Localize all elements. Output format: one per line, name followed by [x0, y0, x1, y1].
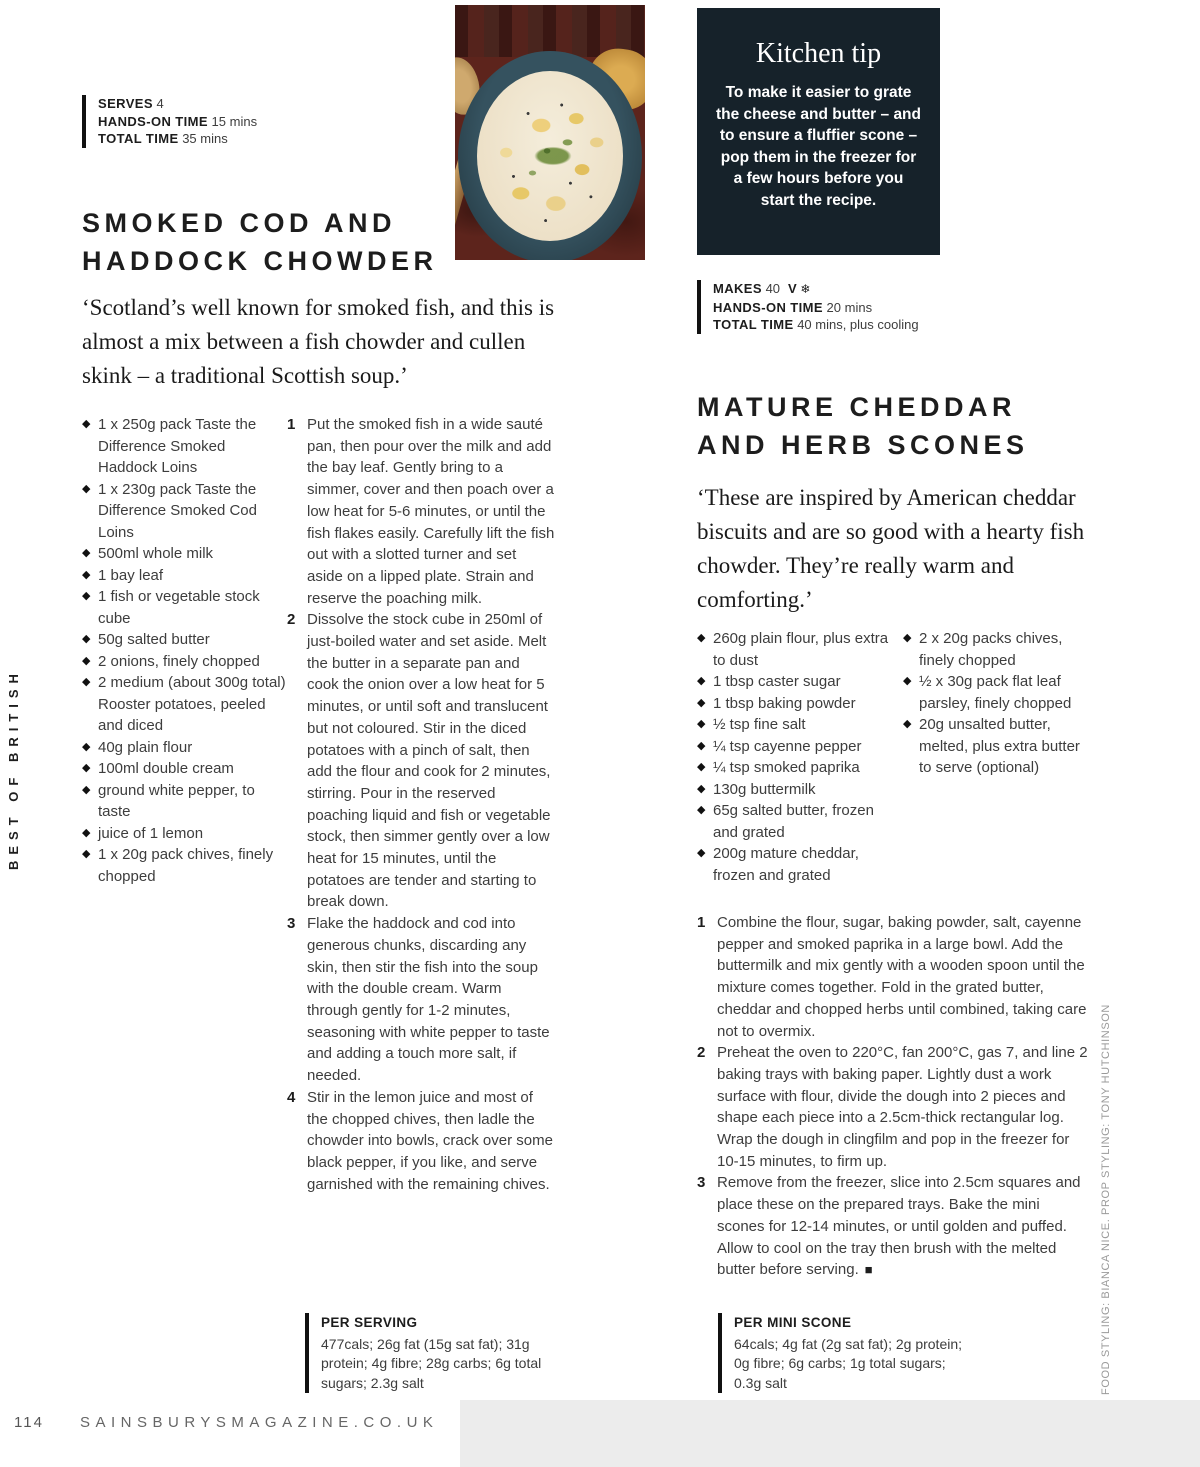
scones-method: [697, 912, 1089, 1281]
total-time-line: TOTAL TIME 40 mins, plus cooling: [713, 317, 919, 332]
bottom-gray-strip: [460, 1400, 1200, 1467]
method-step: 4 Stir in the lemon juice and most of the chopped chives, then ladle the chowder into bowls, crack over some black pepper, if you like, and serve garnished with the remaining chives.: [287, 1088, 553, 1193]
ingredient-item: ◆ 2 medium (about 300g total) Rooster potatoes, peeled and diced: [82, 674, 286, 734]
method-step: 2 Dissolve the stock cube in 250ml of just-boiled water and set aside. Melt the butter in a separate pan and cook the onion over a low heat for 5 minutes, or until soft and translucent but not coloured. Stir in the diced potatoes with a pinch of salt, then add the flour and cook for 2 minutes, stirring. Pour in the reserved poaching liquid and fish or vegetable stock, then simmer gently over a low heat for 15 minutes, until the potatoes are tender and starting to break down.: [287, 611, 551, 911]
kitchen-tip-box: [697, 8, 940, 255]
diamond-bullet-icon: ◆: [82, 826, 91, 839]
scones-quote: ‘These are inspired by American cheddar biscuits and are so good with a hearty fish chowder. They’re really warm and comforting.’: [697, 485, 1085, 612]
ingredient-item: ◆ 1 x 230g pack Taste the Difference Smoked Cod Loins: [82, 480, 257, 541]
chowder-meta-block: [82, 95, 458, 148]
diamond-bullet-icon: ◆: [82, 676, 91, 688]
scones-title: MATURE CHEDDAR AND HERB SCONES: [697, 392, 1029, 461]
diamond-bullet-icon: ◆: [697, 675, 706, 687]
diamond-bullet-icon: ◆: [697, 782, 706, 795]
diamond-bullet-icon: ◆: [82, 590, 91, 602]
diamond-bullet-icon: ◆: [82, 740, 91, 753]
diamond-bullet-icon: ◆: [82, 547, 91, 559]
diamond-bullet-icon: ◆: [82, 654, 91, 667]
freezable-icon: ❄: [800, 282, 811, 296]
ingredient-item: ◆ 65g salted butter, frozen and grated: [697, 802, 874, 841]
page-number: 114: [14, 1414, 44, 1431]
ingredient-item: ◆ ¼ tsp smoked paprika: [697, 757, 897, 779]
method-step: 3 Flake the haddock and cod into generous chunks, discarding any skin, then stir the fish into the soup with the double cream. Warm through gently for 1-2 minutes, seasoning with white pepper to taste and adding a touch more salt, if needed.: [287, 915, 550, 1085]
ingredient-item: ◆ 1 tbsp caster sugar: [697, 671, 897, 693]
styling-credit-vertical: FOOD STYLING: BIANCA NICE. PROP STYLING: TONY HUTCHINSON: [1100, 1004, 1112, 1395]
ingredient-item: ◆ ¼ tsp cayenne pepper: [697, 736, 897, 758]
ingredient-item: ◆ 100ml double cream: [82, 758, 287, 780]
diamond-bullet-icon: ◆: [903, 718, 912, 730]
diamond-bullet-icon: ◆: [697, 739, 706, 752]
diamond-bullet-icon: ◆: [903, 632, 912, 644]
makes-line: MAKES 40 V ❄: [713, 281, 811, 296]
chowder-nutrition: PER SERVING 477cals; 26g fat (15g sat fat); 31g protein; 4g fibre; 28g carbs; 6g total sugars; 2.3g salt: [305, 1313, 546, 1393]
ingredient-item: ◆ 20g unsalted butter, melted, plus extra butter to serve (optional): [903, 716, 1080, 776]
ingredient-item: ◆ ½ x 30g pack flat leaf parsley, finely chopped: [903, 673, 1072, 712]
chowder-method: [287, 414, 555, 1195]
scones-nutrition: PER MINI SCONE 64cals; 4g fat (2g sat fat); 2g protein; 0g fibre; 6g carbs; 1g total sugars; 0.3g salt: [718, 1313, 969, 1393]
diamond-bullet-icon: ◆: [82, 783, 91, 796]
ingredient-item: ◆ 130g buttermilk: [697, 779, 897, 801]
ingredient-item: ◆ 1 bay leaf: [82, 565, 287, 587]
ingredient-item: ◆ 2 x 20g packs chives, finely chopped: [903, 630, 1063, 669]
diamond-bullet-icon: ◆: [82, 848, 91, 860]
kitchen-tip-title: Kitchen tip: [755, 38, 882, 69]
ingredient-item: ◆ 1 tbsp baking powder: [697, 693, 897, 715]
ingredient-item: ◆ 1 fish or vegetable stock cube: [82, 588, 260, 627]
chowder-quote: ‘Scotland’s well known for smoked fish, and this is almost a mix between a fish chowder and cullen skink – a traditional Scottish soup.’: [82, 295, 555, 388]
ingredient-item: ◆ ½ tsp fine salt: [697, 714, 897, 736]
hands-on-line: HANDS-ON TIME 20 mins: [713, 299, 873, 315]
scones-meta-block: [697, 280, 1093, 334]
diamond-bullet-icon: ◆: [903, 675, 912, 687]
scones-ingredients-col2: [903, 628, 1088, 779]
diamond-bullet-icon: ◆: [697, 632, 706, 644]
serves-line: SERVES 4: [98, 96, 164, 111]
diamond-bullet-icon: ◆: [697, 761, 706, 773]
ingredient-item: ◆ 40g plain flour: [82, 737, 287, 759]
ingredient-item: ◆ 260g plain flour, plus extra to dust: [697, 630, 889, 669]
chowder-title: SMOKED COD AND HADDOCK CHOWDER: [82, 208, 438, 277]
ingredient-item: ◆ 200g mature cheddar, frozen and grated: [697, 845, 859, 884]
diamond-bullet-icon: ◆: [697, 804, 706, 816]
ingredient-item: ◆ 1 x 250g pack Taste the Difference Smoked Haddock Loins: [82, 416, 257, 476]
diamond-bullet-icon: ◆: [82, 418, 91, 430]
total-time-line: TOTAL TIME 35 mins: [98, 131, 228, 146]
kitchen-tip-body: To make it easier to grate the cheese and butter – and to ensure a fluffier scone – pop them in the freezer for a few hours before you start the recipe.: [716, 84, 921, 209]
hands-on-line: HANDS-ON TIME 15 mins: [98, 113, 258, 129]
diamond-bullet-icon: ◆: [697, 847, 706, 859]
diamond-bullet-icon: ◆: [82, 762, 91, 774]
article-end-mark-icon: ■: [864, 1262, 873, 1278]
ingredient-item: ◆ 1 x 20g pack chives, finely chopped: [82, 846, 274, 885]
chowder-ingredients: [82, 414, 287, 887]
diamond-bullet-icon: ◆: [697, 718, 706, 730]
ingredient-item: ◆ 50g salted butter: [82, 629, 287, 651]
diamond-bullet-icon: ◆: [82, 633, 91, 645]
method-step: 2 Preheat the oven to 220°C, fan 200°C, gas 7, and line 2 baking trays with baking paper. Lightly dust a work surface with flour, divide the dough into 2 pieces and shape each piece into a 2.5cm-thick rectangular log. Wrap the dough in clingfilm and pop in the freezer for 10-15 minutes, to firm up.: [697, 1044, 1088, 1170]
method-step: 1 Put the smoked fish in a wide sauté pan, then pour over the milk and add the bay leaf. Gently bring to a simmer, cover and then poach over a low heat for 5-6 minutes, or until the fish flakes easily. Carefully lift the fish out with a slotted turner and set aside on a lipped plate. Strain and reserve the poaching milk.: [287, 416, 555, 607]
ingredient-item: ◆ ground white pepper, to taste: [82, 781, 255, 820]
diamond-bullet-icon: ◆: [82, 568, 91, 581]
ingredient-item: ◆ 2 onions, finely chopped: [82, 651, 287, 673]
diamond-bullet-icon: ◆: [82, 482, 91, 495]
scones-ingredients-col1: [697, 628, 897, 886]
ingredient-item: ◆ juice of 1 lemon: [82, 823, 287, 845]
diamond-bullet-icon: ◆: [697, 696, 706, 709]
section-label-vertical: BEST OF BRITISH: [6, 668, 21, 870]
method-step: 1 Combine the flour, sugar, baking powder, salt, cayenne pepper and smoked paprika in a large bowl. Add the buttermilk and mix gently with a wooden spoon until the mixture comes together. Fold in the grated butter, cheddar and chopped herbs until combined, taking care not to overmix.: [697, 914, 1087, 1040]
ingredient-item: ◆ 500ml whole milk: [82, 543, 287, 565]
method-step: 3 Remove from the freezer, slice into 2.5cm squares and place these on the prepared trays. Bake the mini scones for 12-14 minutes, or until golden and puffed. Allow to cool on the tray then brush with the melted butter before serving. ■: [697, 1174, 1081, 1279]
vegetarian-badge: V: [788, 281, 797, 296]
magazine-website: SAINSBURYSMAGAZINE.CO.UK: [80, 1414, 439, 1431]
